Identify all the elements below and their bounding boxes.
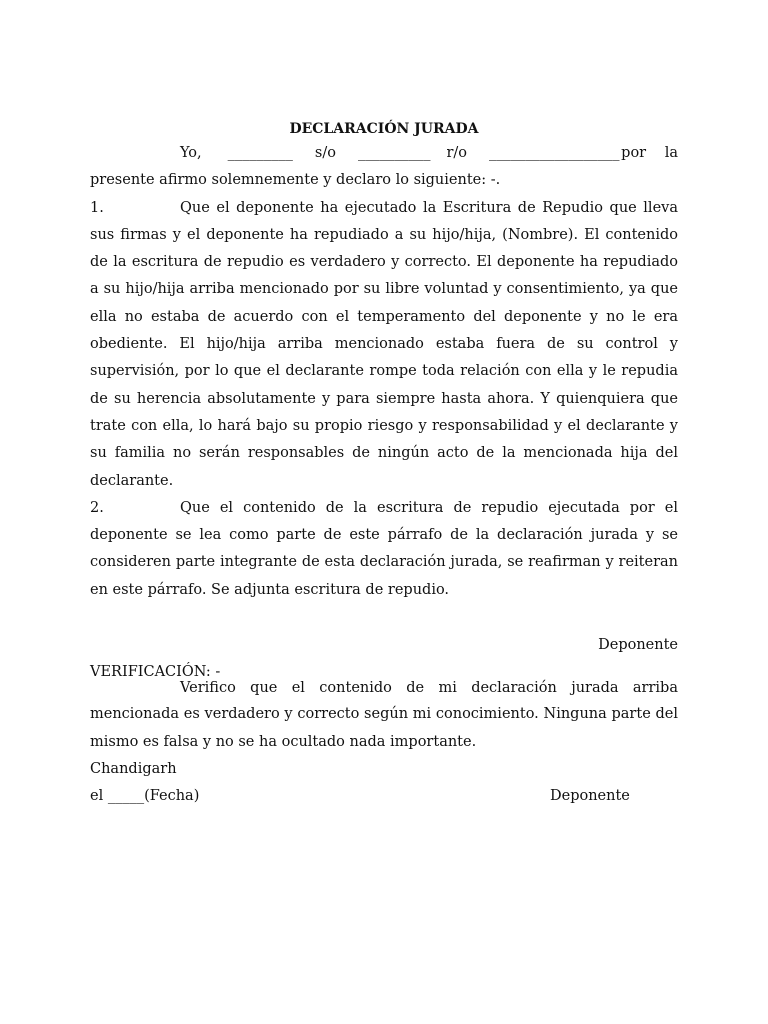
date-row — [90, 783, 678, 810]
intro-blank-father: __________ — [357, 145, 431, 161]
intro-ro: r/o — [446, 145, 468, 161]
place: Chandigarh — [90, 760, 177, 777]
intro-blank-name: _________ — [227, 145, 293, 161]
paragraph-1-first-text: Que el deponente ha ejecutado la Escritura de Repudio que lleva — [180, 199, 678, 216]
intro-so: s/o — [314, 145, 336, 161]
verification-first-text: Verifico que el contenido de mi declaración jurada arriba — [180, 680, 678, 697]
deponente-signature-2: Deponente — [550, 788, 630, 805]
intro-blank-address: __________________ — [489, 145, 620, 161]
document-title: DECLARACIÓN JURADA — [289, 121, 479, 137]
paragraph-1-body: sus firmas y el deponente ha repudiado a su hijo/hija, (Nombre). El contenido de la escritura de repudio es verdadero y correcto. El deponente ha repudiado a su hijo/hija arriba mencionado por su libre voluntad y consentimiento, ya que ella no estaba de acuerdo con el temperamento del deponente y no le era obediente. El hijo/hija arriba mencionado estaba fuera de su control y supervisión, por lo que el declarante rompe toda relación con ella y le repudia de su herencia absolutamente y para siempre hasta ahora. Y quienquiera que trate con ella, lo hará bajo su propio riesgo y responsabilidad y el declarante y su familia no serán responsables de ningún acto de la mencionada hija del declarante. — [90, 226, 678, 489]
paragraph-2-first-text: Que el contenido de la escritura de repudio ejecutada por el — [180, 499, 678, 516]
intro-line-2: presente afirmo solemnemente y declaro lo siguiente: -. — [90, 172, 501, 189]
paragraph-1-number: 1. — [90, 199, 104, 216]
document-page — [90, 118, 678, 811]
intro-por-la: por la — [621, 145, 678, 161]
paragraph-2-body: deponente se lea como parte de este párrafo de la declaración jurada y se consideren parte integrante de esta declaración jurada, se reafirman y reiteran en este párrafo. Se adjunta escritura de repudio. — [90, 527, 678, 598]
deponente-signature-1: Deponente — [598, 637, 678, 654]
paragraph-1-first-line — [90, 195, 678, 222]
verification-body: mencionada es verdadero y correcto según mi conocimiento. Ninguna parte del mismo es falsa y no se ha ocultado nada importante. — [90, 706, 678, 750]
paragraph-2-number: 2. — [90, 499, 104, 516]
date-line: el _____(Fecha) — [90, 788, 200, 805]
verification-first-line — [90, 681, 678, 695]
paragraph-2-first-line — [90, 495, 678, 522]
verification-label: VERIFICACIÓN: - — [90, 664, 221, 681]
intro-line-1 — [90, 140, 678, 167]
intro-yo: Yo, — [180, 145, 202, 161]
